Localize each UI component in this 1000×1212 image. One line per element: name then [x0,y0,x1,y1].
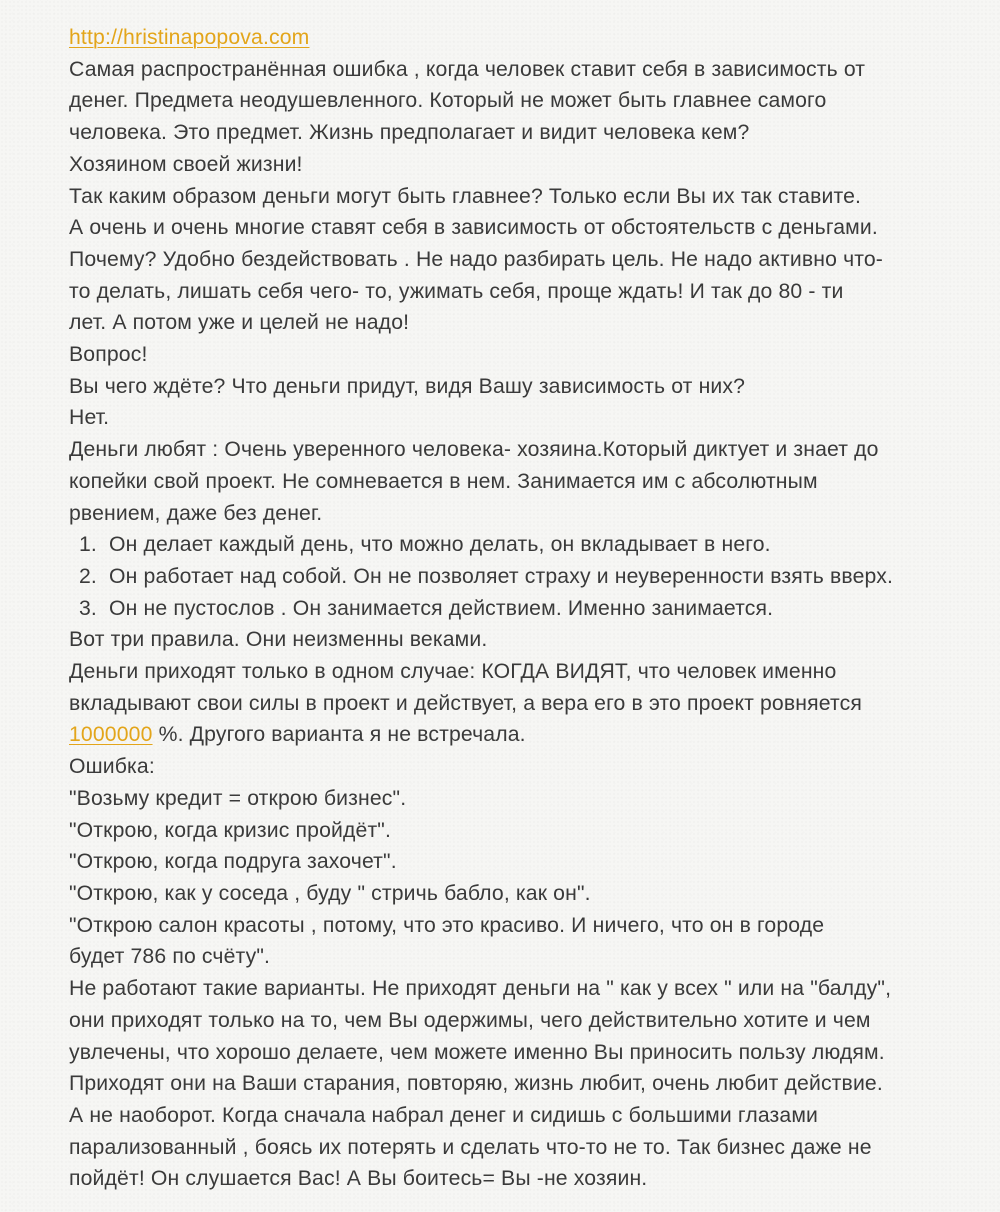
percent-line-text: %. Другого варианта я не встречала. [152,723,526,747]
text-line: "Открою, когда кризис пройдёт". [69,818,392,842]
text-line: Вопрос! [69,343,148,367]
intro-paragraph [69,54,969,530]
text-line: лет. А потом уже и целей не надо! [69,311,410,335]
text-line: Вы чего ждёте? Что деньги придут, видя Вашу зависимость от них? [69,374,746,398]
text-line: они приходят только на то, чем Вы одержимы, чего действительно хотите и чем [69,1008,871,1032]
text-line: Нет. [69,406,110,430]
text-line: Приходят они на Ваши старания, повторяю, жизнь любит, очень любит действие. [69,1072,883,1096]
text-line: "Открою, как у соседа , буду " стричь бабло, как он". [69,881,591,905]
text-line: "Открою салон красоты , потому, что это красиво. И ничего, что он в городе [69,913,825,937]
text-line: А очень и очень многие ставят себя в зависимость от обстоятельств с деньгами. [69,216,878,240]
middle-paragraph [69,624,969,751]
list-marker: 1. [79,533,97,557]
text-line: рвением, даже без денег. [69,501,323,525]
text-line: пойдёт! Он слушается Вас! А Вы боитесь= Вы -не хозяин. [69,1167,648,1191]
text-line: человека. Это предмет. Жизнь предполагает и видит человека кем? [69,121,750,145]
list-item [69,529,969,561]
text-line: А не наоборот. Когда сначала набрал денег и сидишь с большими глазами [69,1103,819,1127]
list-item-text: Он не пустослов . Он занимается действием. Именно занимается. [109,596,774,620]
list-item [69,561,969,593]
number-link[interactable]: 1000000 [69,723,153,747]
text-line: Деньги приходят только в одном случае: КОГДА ВИДЯТ, что человек именно [69,660,837,684]
list-marker: 2. [79,564,97,588]
note-document [69,22,969,1195]
percent-line [69,719,969,751]
text-line: денег. Предмета неодушевленного. Который не может быть главнее самого [69,89,827,113]
text-line: "Возьму кредит = открою бизнес". [69,786,407,810]
text-line: то делать, лишать себя чего- то, ужимать себя, проще ждать! И так до 80 - ти [69,279,844,303]
ending-paragraph [69,751,969,1195]
text-line: вкладывают свои силы в проект и действует, а вера его в это проект ровняется [69,691,862,715]
text-line: "Открою, когда подруга захочет". [69,850,397,874]
list-item-text: Он делает каждый день, что можно делать, он вкладывает в него. [109,533,771,557]
text-line: увлечены, что хорошо делаете, чем можете именно Вы приносить пользу людям. [69,1040,885,1064]
source-link[interactable]: http://hristinapopova.com [69,26,310,49]
text-line: Самая распространённая ошибка , когда человек ставит себя в зависимость от [69,57,866,81]
rules-list [69,529,969,624]
source-link-line [69,22,969,54]
text-line: Вот три правила. Они неизменны веками. [69,628,488,652]
list-marker: 3. [79,596,97,620]
text-line: Так каким образом деньги могут быть главнее? Только если Вы их так ставите. [69,184,862,208]
text-line: копейки свой проект. Не сомневается в нем. Занимается им с абсолютным [69,469,818,493]
text-line: парализованный , боясь их потерять и сделать что-то не то. Так бизнес даже не [69,1135,872,1159]
text-line: Не работают такие варианты. Не приходят деньги на " как у всех " или на "балду", [69,977,892,1001]
text-line: Деньги любят : Очень уверенного человека- хозяина.Который диктует и знает до [69,438,879,462]
text-line: Хозяином своей жизни! [69,152,303,176]
list-item-text: Он работает над собой. Он не позволяет страху и неуверенности взять вверх. [109,564,893,588]
list-item [69,593,969,625]
text-line: Почему? Удобно бездействовать . Не надо разбирать цель. Не надо активно что- [69,247,884,271]
text-line: будет 786 по счёту". [69,945,271,969]
text-line: Ошибка: [69,755,155,779]
